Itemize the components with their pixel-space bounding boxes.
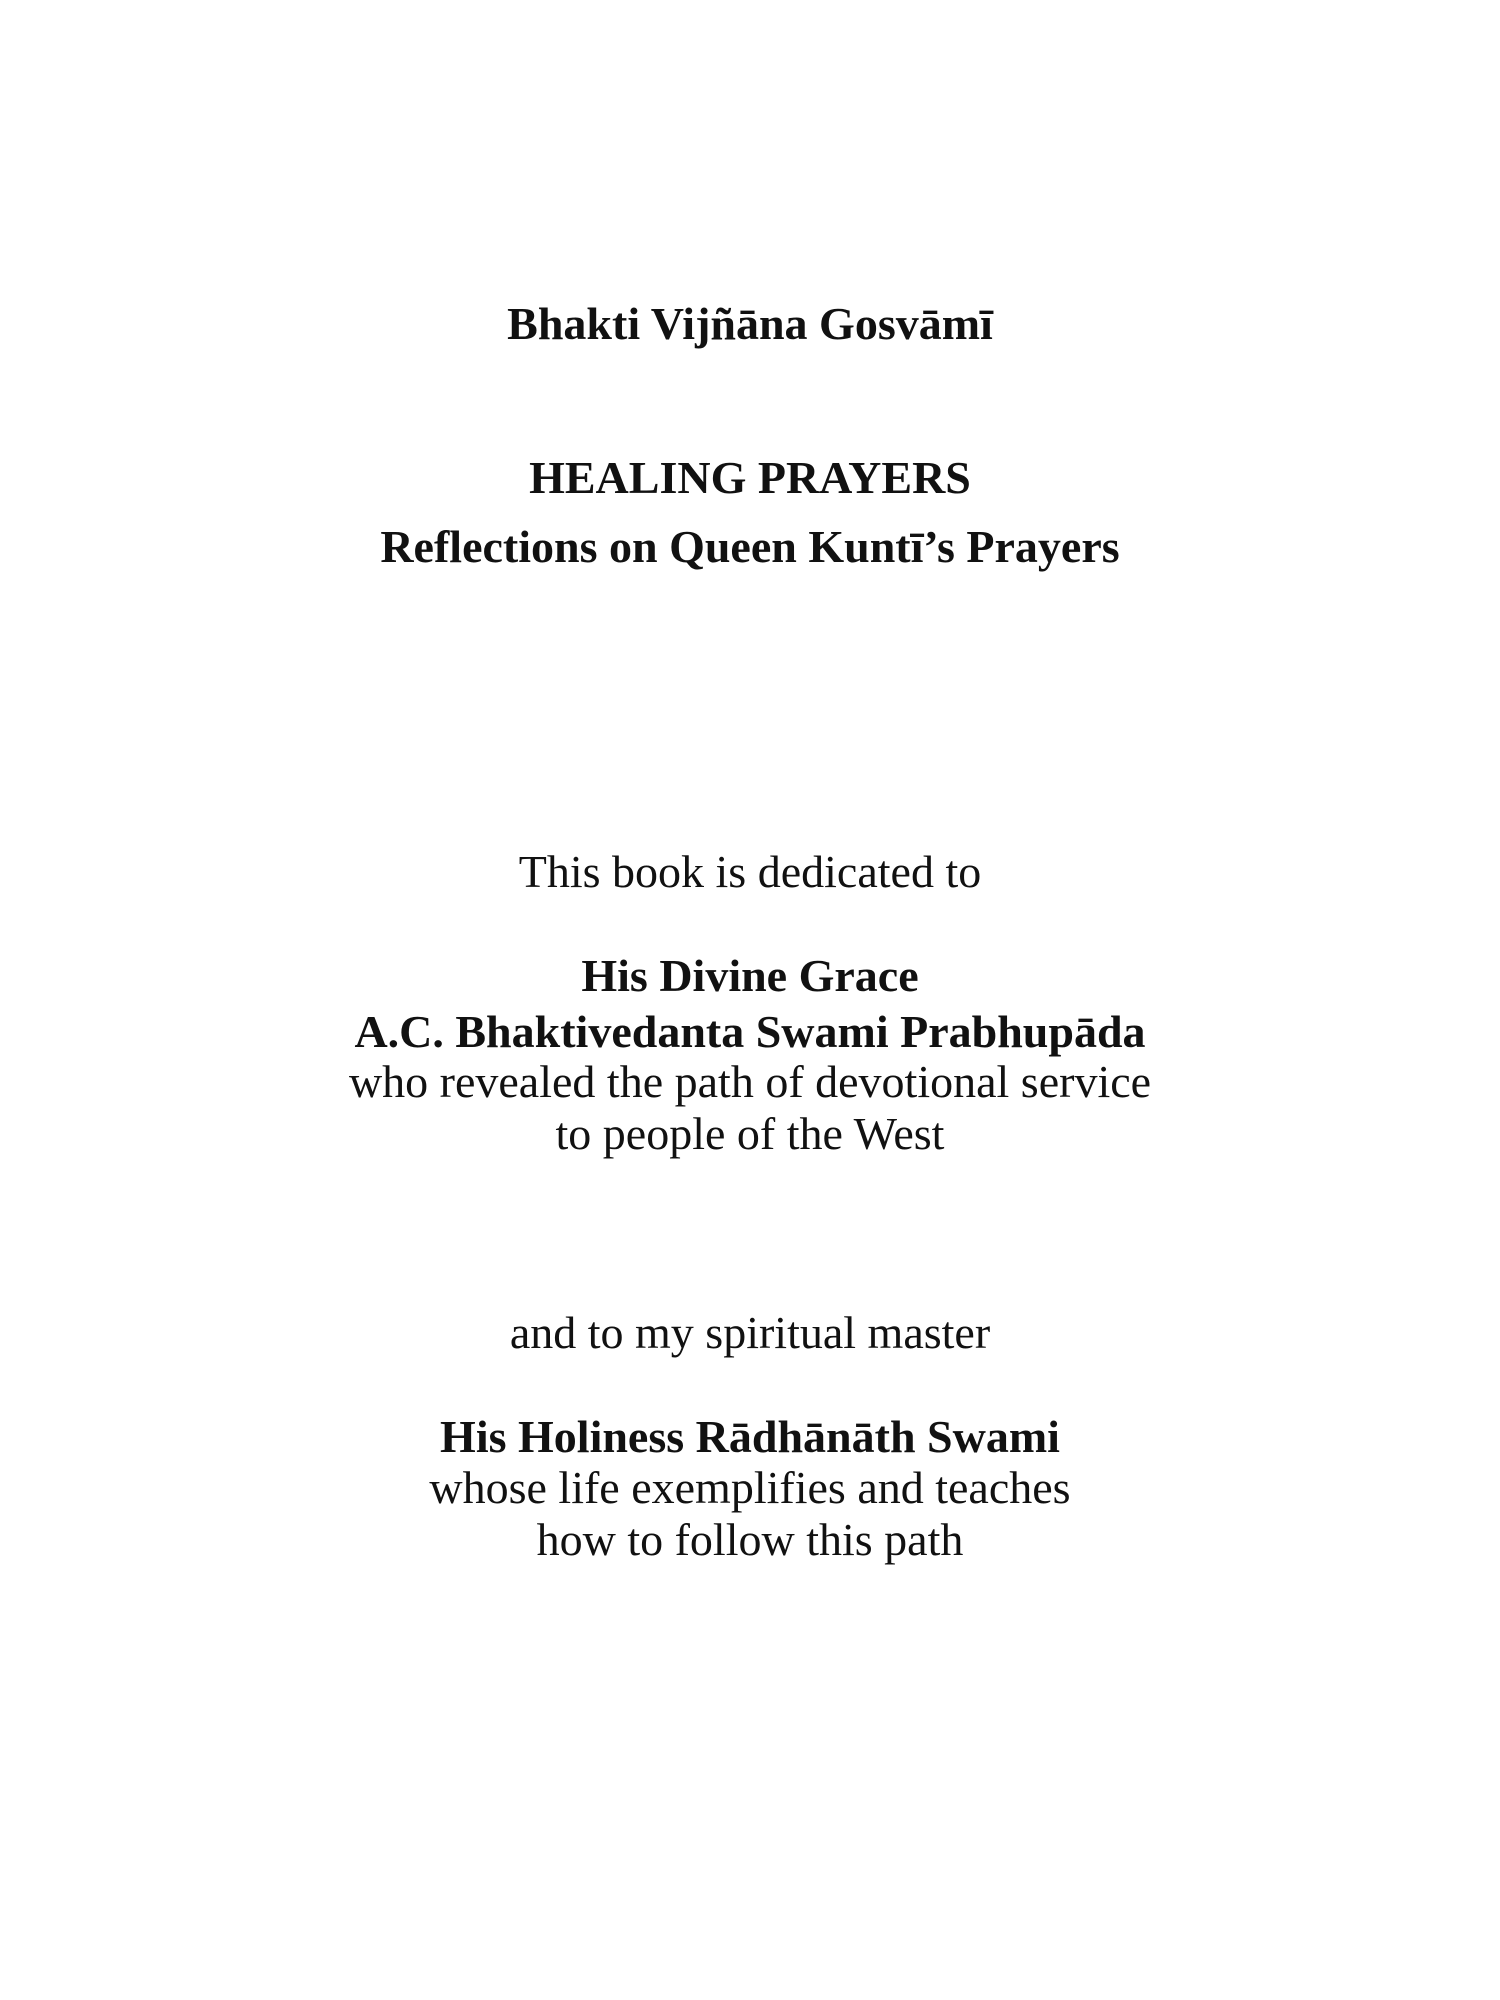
- dedicatee-description-line-2: to people of the West: [555, 1108, 945, 1159]
- author-name: Bhakti Vijñāna Gosvāmī: [507, 298, 993, 349]
- dedicatee-name: A.C. Bhaktivedanta Swami Prabhupāda: [354, 1006, 1146, 1057]
- spiritual-master-description-line-2: how to follow this path: [536, 1514, 964, 1565]
- dedication-intro: This book is dedicated to: [518, 846, 982, 897]
- second-dedication-intro: and to my spiritual master: [509, 1307, 991, 1358]
- book-subtitle: Reflections on Queen Kuntī’s Prayers: [380, 521, 1120, 572]
- book-title: HEALING PRAYERS: [529, 452, 971, 503]
- spiritual-master-name: His Holiness Rādhānāth Swami: [440, 1411, 1060, 1462]
- spiritual-master-description-line-1: whose life exemplifies and teaches: [429, 1462, 1071, 1513]
- dedicatee-description-line-1: who revealed the path of devotional service: [348, 1056, 1152, 1107]
- dedicatee-honorific: His Divine Grace: [581, 950, 919, 1001]
